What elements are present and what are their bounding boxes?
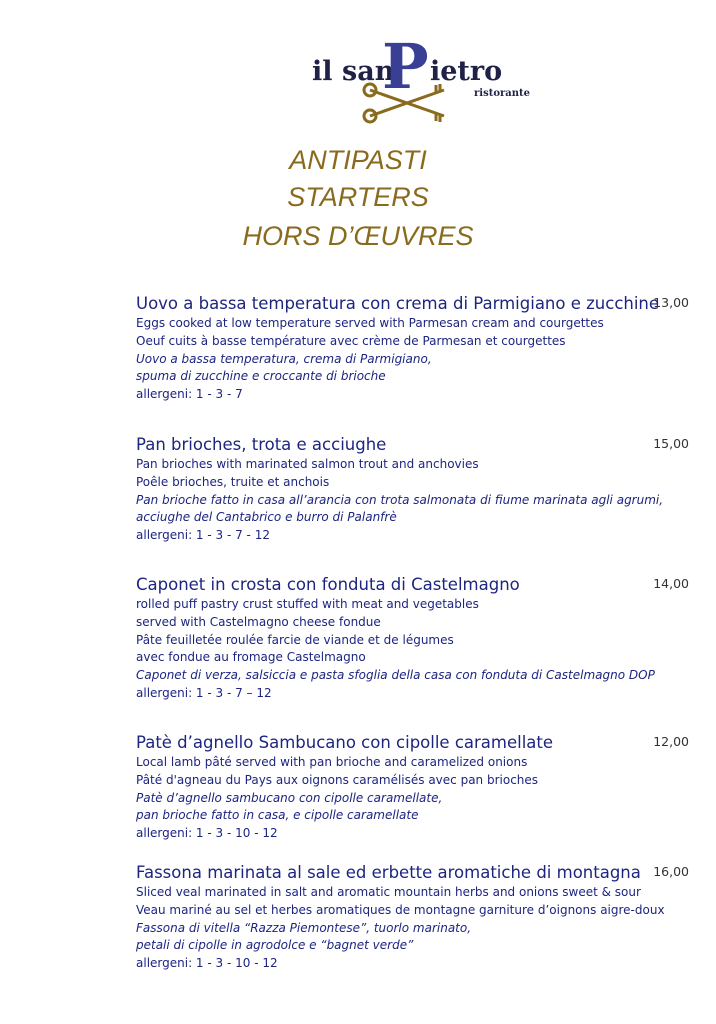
logo-prefix: il [312,56,333,87]
item-price: 12,00 [653,734,689,749]
item-price: 15,00 [653,436,689,451]
item-french: Oeuf cuits à basse température avec crème de Parmesan et courgettes [136,333,566,348]
item-italian: Pan brioche fatto in casa all’arancia con trota salmonata di fiume marinata agli agrumi, [136,492,664,507]
item-italian: petali di cipolle in agrodolce e “bagnet verde” [136,938,414,953]
logo-initial: P [382,30,429,103]
menu-item [136,732,696,843]
item-title: Patè d’agnello Sambucano con cipolle caramellate [136,733,554,752]
menu-item [136,293,696,404]
item-price: 16,00 [653,864,689,879]
item-italian: Fassona di vitella “Razza Piemontese”, tuorlo marinato, [136,920,472,935]
item-allergens: allergeni: 1 - 3 - 7 - 12 [136,528,270,543]
logo-san: san [342,56,395,87]
item-price: 13,00 [653,295,689,310]
item-english: Eggs cooked at low temperature served with Parmesan cream and courgettes [136,316,604,330]
item-french: Veau mariné au sel et herbes aromatiques de montagne garniture d’oignons aigre-doux [136,902,665,917]
item-title: Caponet in crosta con fonduta di Castelmagno [136,575,520,594]
item-italian: acciughe del Cantabrico e burro di Palanfrè [136,510,397,525]
item-english: Local lamb pâté served with pan brioche and caramelized onions [136,755,528,769]
item-english: served with Castelmagno cheese fondue [136,614,381,629]
item-italian: Caponet di verza, salsiccia e pasta sfoglia della casa con fonduta di Castelmagno DOP [136,668,655,683]
crossed-keys-icon [362,78,452,126]
item-title: Uovo a bassa temperatura con crema di Parmigiano e zucchine [136,294,660,313]
item-english: Sliced veal marinated in salt and aromatic mountain herbs and onions sweet & sour [136,885,641,899]
item-title: Pan brioches, trota e acciughe [136,435,387,454]
item-italian: Uovo a bassa temperatura, crema di Parmigiano, [136,351,432,366]
logo-rest: ietro [430,56,503,87]
item-french: Poêle brioches, truite et anchois [136,474,330,489]
item-italian: Patè d’agnello sambucano con cipolle caramellate, [136,790,443,805]
item-price: 14,00 [653,576,689,591]
heading-hors-doeuvres: HORS D’ŒUVRES [242,221,474,251]
item-allergens: allergeni: 1 - 3 - 7 – 12 [136,685,272,700]
menu-item [136,862,696,973]
item-french: Pâté d'agneau du Pays aux oignons caramélisés avec pan brioches [136,772,539,787]
menu-item [136,434,696,545]
logo-subtitle: ristorante [474,88,530,99]
item-french: Pâte feuilletée roulée farcie de viande et de légumes [136,632,454,647]
item-french: avec fondue au fromage Castelmagno [136,650,366,665]
item-english: rolled puff pastry crust stuffed with meat and vegetables [136,597,479,611]
item-allergens: allergeni: 1 - 3 - 10 - 12 [136,826,278,841]
item-italian: spuma di zucchine e croccante di brioche [136,369,386,384]
item-english: Pan brioches with marinated salmon trout and anchovies [136,457,479,471]
restaurant-logo [312,30,530,130]
item-italian: pan brioche fatto in casa, e cipolle caramellate [136,808,419,823]
item-title: Fassona marinata al sale ed erbette aromatiche di montagna [136,863,641,882]
item-allergens: allergeni: 1 - 3 - 7 [136,387,243,402]
heading-starters: STARTERS [287,182,429,212]
menu-item [136,574,696,703]
heading-antipasti: ANTIPASTI [289,145,427,175]
item-allergens: allergeni: 1 - 3 - 10 - 12 [136,956,278,971]
